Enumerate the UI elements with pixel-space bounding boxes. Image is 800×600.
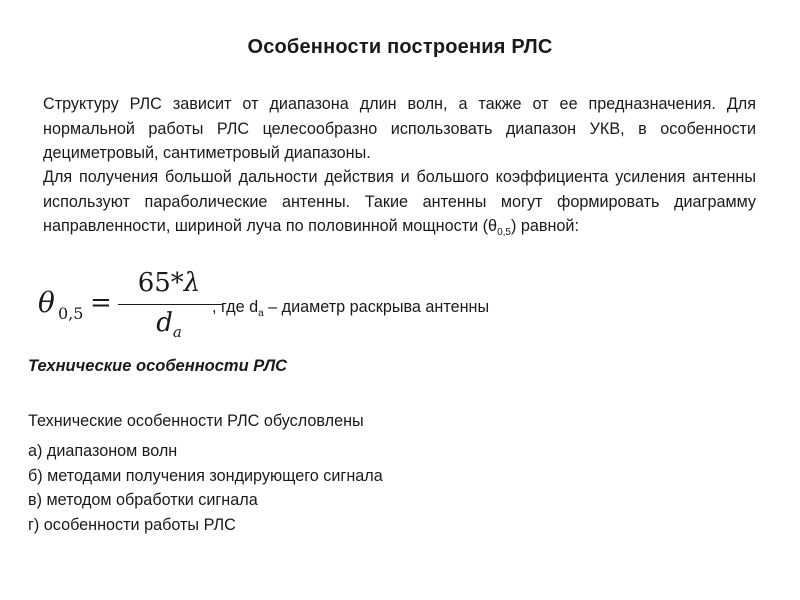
formula-theta-subscript: 0,5 [58,304,84,323]
list-item: в) методом обработки сигнала [28,491,258,510]
paragraph-antenna-text: Для получения большой дальности действия и большого коэффициента усиления антенны используют параболические антенны. Такие антенны могут формировать диаграмму направленности, шириной луча по половинной мощности (θ [43,168,756,235]
paragraph-antenna-end: ) равной: [510,217,579,235]
paragraph-wavelength: Структуру РЛС зависит от диапазона длин волн, а также от ее предназначения. Для нормальной работы РЛС целесообразно использовать диапазон УКВ, в особенности дециметровый, сантиметровый диапазоны. [43,95,756,162]
list-item: г) особенности работы РЛС [28,515,236,534]
formula-note-prefix: , где d [212,298,259,316]
formula-equals: = [90,288,112,318]
formula-theta: θ [38,286,55,319]
list-item: б) методами получения зондирующего сигнала [28,466,383,485]
theta-subscript: 0,5 [497,227,511,239]
formula-lambda: λ [183,268,201,298]
formula-denominator [114,308,224,341]
list-item: а) диапазоном волн [28,442,178,461]
formula-d: d [156,308,173,338]
section-heading: Технические особенности РЛС [28,357,288,375]
formula-coefficient: 65* [137,268,184,298]
formula-note [212,298,489,319]
formula-numerator [114,268,224,298]
formula-note-subscript: a [258,308,264,320]
formula-d-subscript: a [172,323,182,342]
formula-note-suffix: – диаметр раскрыва антенны [263,298,490,316]
features-list [28,409,383,537]
fraction-bar [118,304,222,305]
page-title: Особенности построения РЛС [247,36,553,58]
list-intro: Технические особенности РЛС обусловлены [28,412,364,430]
paragraph-antenna [43,165,756,246]
beamwidth-formula [38,268,208,342]
